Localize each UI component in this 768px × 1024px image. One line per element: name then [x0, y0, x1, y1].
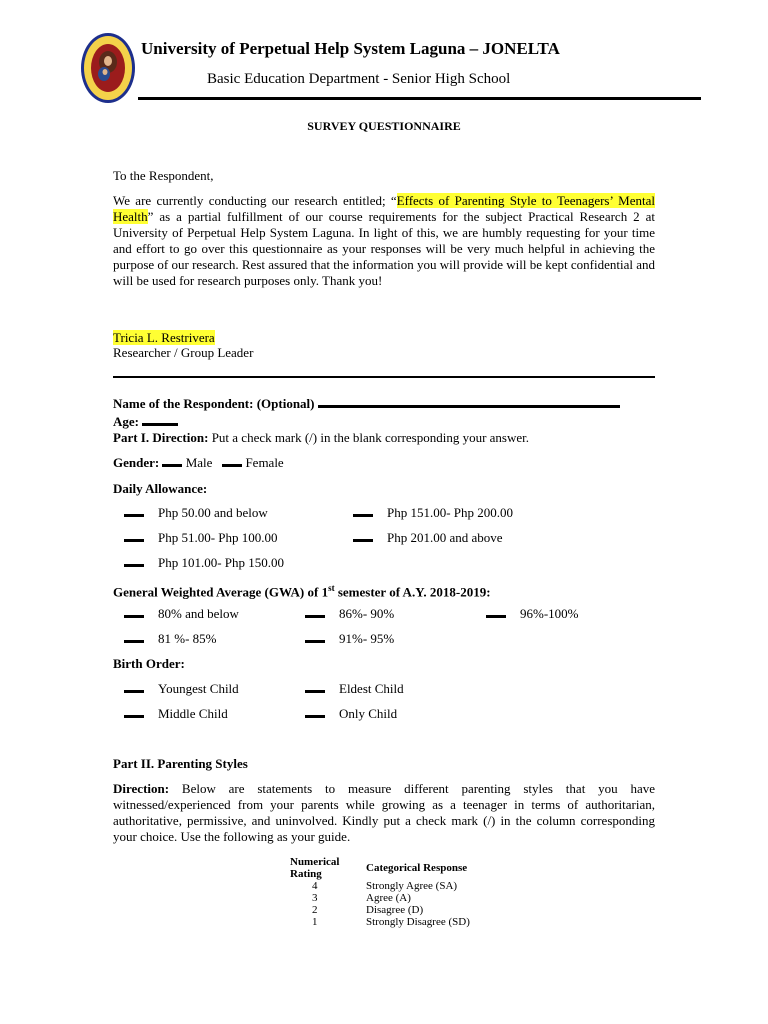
birth-order-blank[interactable]	[305, 715, 325, 718]
allowance-option-label: Php 151.00- Php 200.00	[387, 505, 514, 520]
response-cell: Disagree (D)	[366, 904, 424, 916]
gwa-blank[interactable]	[305, 640, 325, 643]
gwa-option[interactable]	[305, 631, 394, 647]
university-seal	[80, 32, 136, 104]
gwa-blank[interactable]	[486, 615, 506, 618]
birth-order-option-label: Youngest Child	[158, 681, 239, 696]
birth-order-blank[interactable]	[124, 690, 144, 693]
intro-text-start: We are currently conducting our research entitled; “	[113, 193, 397, 208]
intro-paragraph	[113, 193, 655, 289]
page-title: SURVEY QUESTIONNAIRE	[307, 119, 461, 133]
allowance-option[interactable]	[124, 530, 278, 546]
part1-direction-label: Part I. Direction:	[113, 430, 209, 445]
gwa-option[interactable]	[305, 606, 394, 622]
birth-order-option-label: Eldest Child	[339, 681, 404, 696]
gwa-blank[interactable]	[124, 640, 144, 643]
response-col-header: Categorical Response	[366, 862, 468, 874]
gwa-blank[interactable]	[124, 615, 144, 618]
university-name: University of Perpetual Help System Laguna – JONELTA	[141, 39, 560, 58]
allowance-blank[interactable]	[353, 539, 373, 542]
part1-direction	[113, 430, 529, 446]
response-cell: Strongly Disagree (SD)	[366, 916, 470, 928]
part2-title: Part II. Parenting Styles	[113, 756, 248, 771]
allowance-option[interactable]	[353, 505, 513, 521]
gwa-option[interactable]	[486, 606, 579, 622]
respondent-name-blank[interactable]	[318, 405, 620, 408]
gender-female-blank[interactable]	[222, 464, 242, 467]
gender-male-label: Male	[185, 455, 213, 470]
allowance-option[interactable]	[124, 505, 268, 521]
rating-col-header: Numerical Rating	[290, 856, 340, 880]
allowance-option-label: Php 201.00 and above	[387, 530, 503, 545]
part1-direction-text: Put a check mark (/) in the blank corresponding your answer.	[208, 430, 530, 445]
birth-order-option[interactable]	[305, 706, 397, 722]
rating-cell: 4	[312, 880, 318, 892]
response-cell: Strongly Agree (SA)	[366, 880, 458, 892]
salutation: To the Respondent,	[113, 168, 214, 183]
birth-order-blank[interactable]	[124, 715, 144, 718]
part2-direction-label: Direction:	[113, 781, 170, 796]
researcher-role: Researcher / Group Leader	[113, 345, 254, 360]
birth-order-option-label: Only Child	[339, 706, 398, 721]
rating-cell: 1	[312, 916, 318, 928]
gwa-label-sup: st	[328, 583, 335, 593]
gender-row	[113, 455, 284, 471]
gwa-option[interactable]	[124, 606, 239, 622]
age-row	[113, 414, 178, 430]
birth-order-option[interactable]	[124, 681, 239, 697]
part2-direction-text: Below are statements to measure different parenting styles that you have witnessed/experienced from your parents while growing as a teenager in terms of authoritarian, authoritative, permissive, and uninvolved. Kindly put a check mark (/) in the column corresponding your choice. Use the following as your guide.	[113, 781, 655, 844]
allowance-option[interactable]	[124, 555, 284, 571]
birth-order-label: Birth Order:	[113, 656, 185, 671]
allowance-option-label: Php 50.00 and below	[158, 505, 268, 520]
gwa-option-label: 96%-100%	[520, 606, 579, 621]
part2-direction	[113, 781, 655, 845]
gender-male-blank[interactable]	[162, 464, 182, 467]
allowance-blank[interactable]	[124, 539, 144, 542]
allowance-blank[interactable]	[353, 514, 373, 517]
gwa-label	[113, 580, 491, 600]
birth-order-option-label: Middle Child	[158, 706, 228, 721]
allowance-blank[interactable]	[124, 514, 144, 517]
gwa-label-text-end: semester of A.Y. 2018-2019:	[334, 584, 491, 600]
rating-cell: 2	[312, 904, 318, 916]
gwa-option[interactable]	[124, 631, 217, 647]
gender-label: Gender:	[113, 455, 160, 470]
respondent-name-row	[113, 396, 620, 412]
age-label: Age:	[113, 414, 139, 429]
birth-order-option[interactable]	[124, 706, 228, 722]
gwa-option-label: 91%- 95%	[339, 631, 395, 646]
rating-scale-table	[290, 856, 476, 928]
allowance-label: Daily Allowance:	[113, 481, 208, 496]
section-divider	[113, 376, 655, 378]
gwa-label-text: General Weighted Average (GWA) of 1	[113, 584, 329, 600]
gwa-blank[interactable]	[305, 615, 325, 618]
respondent-name-label: Name of the Respondent: (Optional)	[113, 396, 315, 411]
response-cell: Agree (A)	[366, 892, 411, 904]
intro-text-end: ” as a partial fulfillment of our course requirements for the subject Practical Research 2 at University of Perpetual Help System Laguna. In light of this, we are humbly requesting for your time and effort to go over this questionnaire as your responses will be very much helpful in achieving the purpose of our research. Rest assured that the information you will provide will be kept confidential and will be used for research purposes only. Thank you!	[113, 209, 655, 288]
allowance-option-label: Php 51.00- Php 100.00	[158, 530, 278, 545]
age-blank[interactable]	[142, 423, 178, 426]
birth-order-option[interactable]	[305, 681, 404, 697]
department-name: Basic Education Department - Senior High School	[207, 71, 511, 87]
rating-cell: 3	[312, 892, 318, 904]
gwa-option-label: 81 %- 85%	[158, 631, 217, 646]
birth-order-blank[interactable]	[305, 690, 325, 693]
gwa-option-label: 80% and below	[158, 606, 239, 621]
allowance-option-label: Php 101.00- Php 150.00	[158, 555, 285, 570]
header-rule	[138, 97, 701, 100]
gwa-option-label: 86%- 90%	[339, 606, 395, 621]
researcher-name	[113, 330, 215, 346]
researcher-name-text: Tricia L. Restrivera	[113, 330, 215, 345]
gender-female-label: Female	[245, 455, 284, 470]
research-title: Effects of Parenting Style to Teenagers’ Mental Health	[113, 193, 655, 224]
allowance-option[interactable]	[353, 530, 503, 546]
allowance-blank[interactable]	[124, 564, 144, 567]
